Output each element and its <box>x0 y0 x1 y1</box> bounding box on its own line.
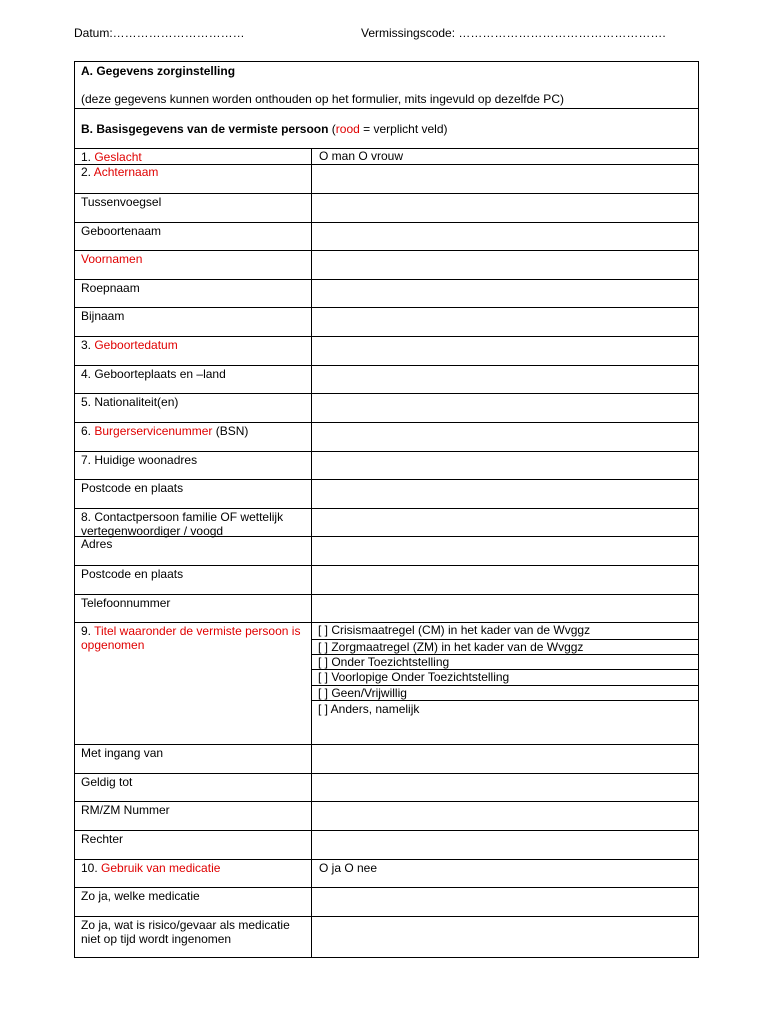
label-postcode-2: Postcode en plaats <box>75 566 312 595</box>
row-bijnaam <box>75 307 698 337</box>
option-voorlopige-ots[interactable]: [ ] Voorlopige Onder Toezichtstelling <box>312 669 698 685</box>
form-table <box>74 61 699 958</box>
label-bsn: 6. Burgerservicenummer (BSN) <box>75 423 312 452</box>
row-nationaliteit <box>75 393 698 423</box>
row-geboortedatum <box>75 336 698 366</box>
option-zorgmaatregel[interactable]: [ ] Zorgmaatregel (ZM) in het kader van de Wvggz <box>312 639 698 655</box>
input-adres[interactable] <box>312 537 698 566</box>
input-telefoon[interactable] <box>312 595 698 623</box>
row-rechter <box>75 830 698 860</box>
input-tussenvoegsel[interactable] <box>312 194 698 223</box>
label-geboortenaam: Geboortenaam <box>75 223 312 251</box>
label-met-ingang: Met ingang van <box>75 745 312 774</box>
label-voornamen: Voornamen <box>75 251 312 280</box>
input-woonadres[interactable] <box>312 452 698 480</box>
label-nationaliteit: 5. Nationaliteit(en) <box>75 394 312 423</box>
row-welke-medicatie <box>75 887 698 917</box>
label-telefoon: Telefoonnummer <box>75 595 312 623</box>
row-bsn <box>75 422 698 452</box>
row-geboorteplaats <box>75 365 698 394</box>
input-contactpersoon[interactable] <box>312 509 698 537</box>
label-adres: Adres <box>75 537 312 566</box>
label-medicatie: 10. Gebruik van medicatie <box>75 860 312 888</box>
row-roepnaam <box>75 279 698 308</box>
label-tussenvoegsel: Tussenvoegsel <box>75 194 312 223</box>
row-postcode-1 <box>75 479 698 509</box>
section-b <box>75 108 698 148</box>
row-adres <box>75 536 698 566</box>
label-geslacht: 1. Geslacht <box>75 149 312 165</box>
datum-field: Datum:…………………………… <box>74 26 245 40</box>
label-welke-medicatie: Zo ja, welke medicatie <box>75 888 312 917</box>
section-b-heading: B. Basisgegevens van de vermiste persoon <box>81 122 329 136</box>
legend-red: rood <box>335 122 360 136</box>
row-met-ingang <box>75 744 698 774</box>
geslacht-options[interactable]: O man O vrouw <box>319 149 404 163</box>
input-voornamen[interactable] <box>312 251 698 280</box>
label-rechter: Rechter <box>75 831 312 860</box>
row-achternaam <box>75 164 698 194</box>
input-postcode-2[interactable] <box>312 566 698 595</box>
label-woonadres: 7. Huidige woonadres <box>75 452 312 480</box>
row-woonadres <box>75 451 698 480</box>
row-tussenvoegsel <box>75 193 698 223</box>
label-achternaam: 2. Achternaam <box>75 165 312 194</box>
option-onder-toezichtstelling[interactable]: [ ] Onder Toezichtstelling <box>312 654 698 670</box>
label-risico: Zo ja, wat is risico/gevaar als medicatie niet op tijd wordt ingenomen <box>75 917 312 958</box>
input-rmzm[interactable] <box>312 802 698 831</box>
input-roepnaam[interactable] <box>312 280 698 308</box>
option-geen-vrijwillig[interactable]: [ ] Geen/Vrijwillig <box>312 685 698 701</box>
input-nationaliteit[interactable] <box>312 394 698 423</box>
label-geldig-tot: Geldig tot <box>75 774 312 802</box>
row-rmzm <box>75 801 698 831</box>
input-geboortedatum[interactable] <box>312 337 698 366</box>
input-bijnaam[interactable] <box>312 308 698 337</box>
section-b-title <box>75 121 448 136</box>
label-rmzm: RM/ZM Nummer <box>75 802 312 831</box>
legend-close: = verplicht veld) <box>359 122 448 136</box>
label-titel: 9. Titel waaronder de vermiste persoon is opgenomen <box>75 623 312 745</box>
input-risico[interactable] <box>312 917 698 958</box>
row-postcode-2 <box>75 565 698 595</box>
section-a-title: A. Gegevens zorginstelling <box>81 64 236 78</box>
row-medicatie <box>75 859 698 888</box>
input-geboorteplaats[interactable] <box>312 366 698 394</box>
row-geslacht <box>75 148 698 165</box>
label-roepnaam: Roepnaam <box>75 280 312 308</box>
input-achternaam[interactable] <box>312 165 698 194</box>
row-telefoon <box>75 594 698 623</box>
section-a <box>75 62 698 109</box>
row-geboortenaam <box>75 222 698 251</box>
medicatie-options[interactable]: O ja O nee <box>319 861 378 875</box>
row-contactpersoon <box>75 508 698 537</box>
input-geboortenaam[interactable] <box>312 223 698 251</box>
input-rechter[interactable] <box>312 831 698 860</box>
legend-open: ( <box>331 122 336 136</box>
label-bijnaam: Bijnaam <box>75 308 312 337</box>
input-met-ingang[interactable] <box>312 745 698 774</box>
label-contactpersoon: 8. Contactpersoon familie OF wettelijk vertegenwoordiger / voogd <box>75 509 312 537</box>
section-a-note: (deze gegevens kunnen worden onthouden op het formulier, mits ingevuld op dezelfde PC) <box>81 92 564 106</box>
option-anders[interactable]: [ ] Anders, namelijk <box>312 700 698 745</box>
input-postcode-1[interactable] <box>312 480 698 509</box>
input-welke-medicatie[interactable] <box>312 888 698 917</box>
label-postcode-1: Postcode en plaats <box>75 480 312 509</box>
vermissingscode-field: Vermissingscode: ……………………………………………. <box>361 26 666 40</box>
input-bsn[interactable] <box>312 423 698 452</box>
label-geboorteplaats: 4. Geboorteplaats en –land <box>75 366 312 394</box>
row-geldig-tot <box>75 773 698 802</box>
row-risico <box>75 916 698 958</box>
input-geldig-tot[interactable] <box>312 774 698 802</box>
label-geboortedatum: 3. Geboortedatum <box>75 337 312 366</box>
row-voornamen <box>75 250 698 280</box>
row-titel <box>75 622 698 745</box>
option-crisismaatregel[interactable]: [ ] Crisismaatregel (CM) in het kader van de Wvggz <box>318 623 591 637</box>
